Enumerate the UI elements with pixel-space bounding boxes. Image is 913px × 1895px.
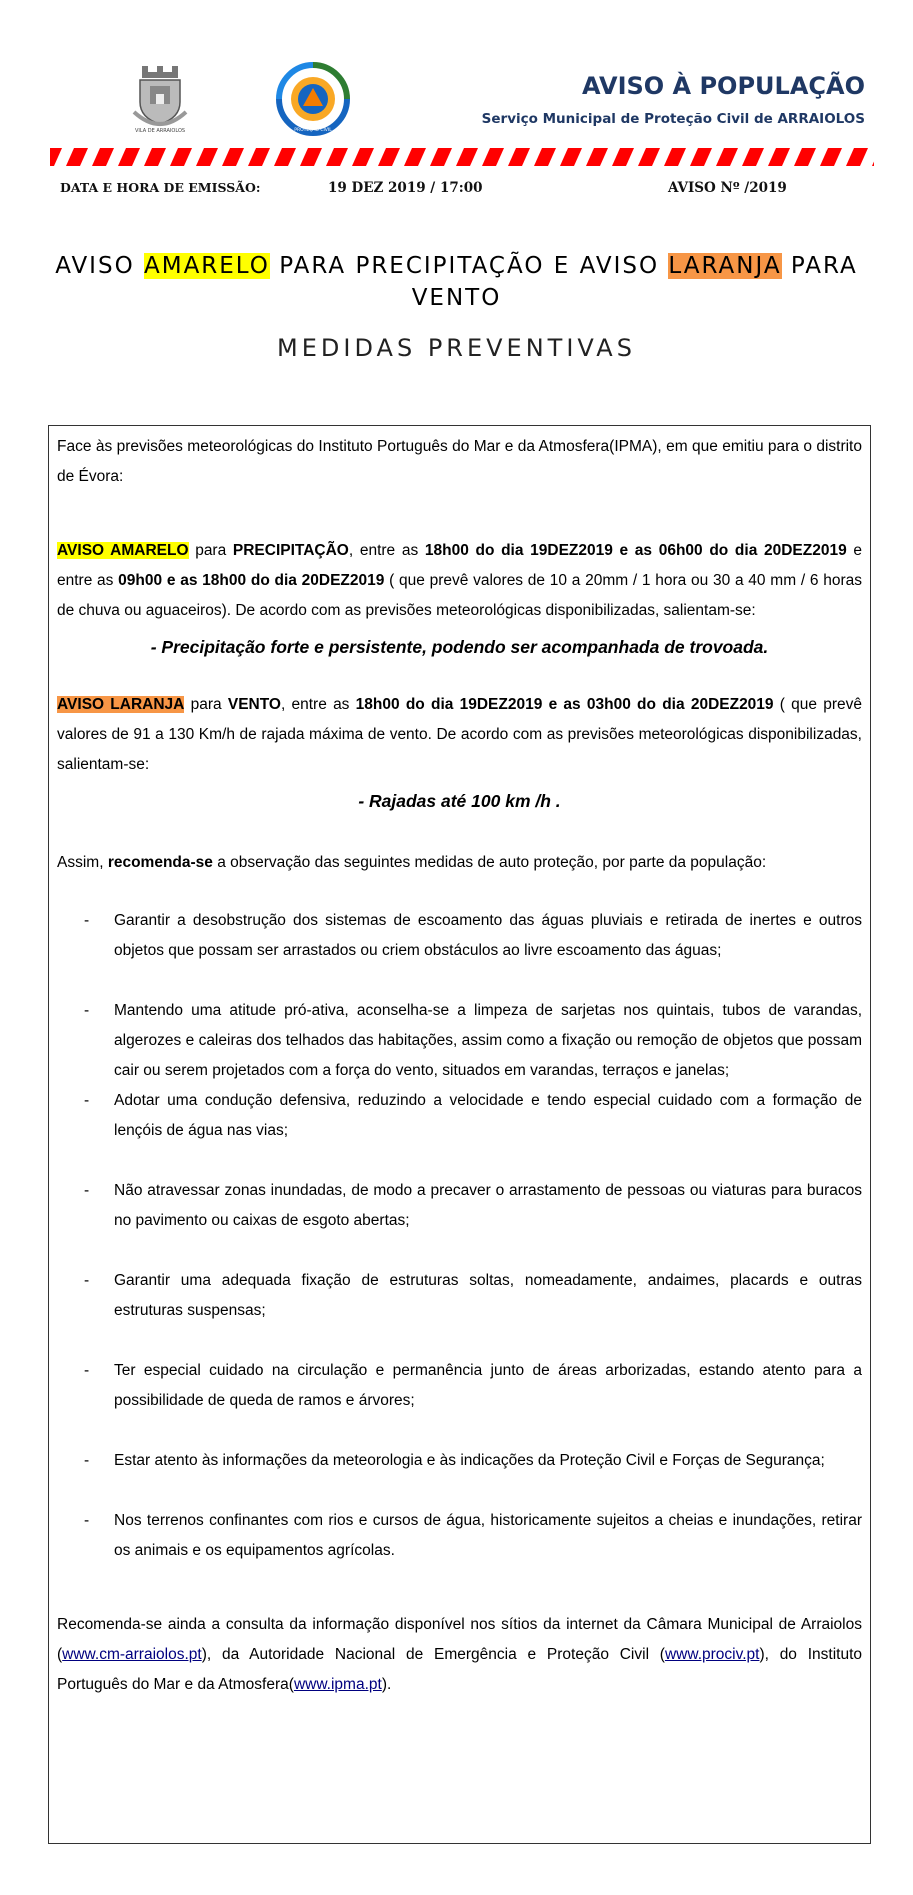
emission-label: DATA E HORA DE EMISSÃO: [60, 180, 261, 195]
recommend-paragraph: Assim, recomenda-se a observação das seguintes medidas de auto proteção, por parte da população: [57, 854, 767, 871]
yellow-warning-highlight: - Precipitação forte e persistente, podendo ser acompanhada de trovoada. [150, 637, 769, 657]
yellow-warning-tag: AVISO AMARELO [57, 542, 189, 559]
measures-list [57, 906, 862, 1566]
content-box [48, 425, 871, 1844]
warning-title [40, 250, 873, 314]
list-item: - Nos terrenos confinantes com rios e cursos de água, historicamente sujeitos a cheias e inundações, retirar os animais e os equipamentos agrícolas. [84, 1512, 862, 1559]
warning-stripe-divider [50, 148, 874, 166]
title-text: AVISO [55, 253, 144, 279]
orange-warning-tag: AVISO LARANJA [57, 696, 185, 713]
municipal-crest-icon [128, 62, 192, 134]
prociv-link[interactable]: www.prociv.pt [664, 1646, 760, 1663]
list-item: - Mantendo uma atitude pró-ativa, aconselha-se a limpeza de sarjetas nos quintais, tubos de varandas, algerozes e caleiras dos telhados das habitações, assim como a fixação ou remoção de objetos que possam cair ou serem projetados com a força do vento, situados em varandas, terraços e janelas; [84, 1002, 862, 1079]
closing-paragraph: Recomenda-se ainda a consulta da informação disponível nos sítios da internet da Câmara Municipal de Arraiolos (www.cm-arraiolos.pt), da Autoridade Nacional de Emergência e Proteção Civil (www.prociv.pt), do Instituto Português do Mar e da Atmosfera(www.ipma.pt). [57, 1616, 862, 1693]
intro-paragraph: Face às previsões meteorológicas do Instituto Português do Mar e da Atmosfera(IPMA), em que emitiu para o distrito de Évora: [57, 438, 862, 485]
cm-arraiolos-link[interactable]: www.cm-arraiolos.pt [62, 1646, 202, 1663]
page-title: AVISO À POPULAÇÃO [582, 72, 865, 100]
orange-warning-paragraph: AVISO LARANJA para VENTO, entre as 18h00 do dia 19DEZ2019 e as 03h00 do dia 20DEZ2019 ( que prevê valores de 91 a 130 Km/h de rajada máxima de vento. De acordo com as previsões meteorológicas disponibilizadas, salientam-se: [57, 696, 863, 773]
civil-protection-emblem-icon [276, 62, 350, 136]
orange-warning-highlight: - Rajadas até 100 km /h . [358, 791, 561, 811]
yellow-warning-paragraph: AVISO AMARELO para PRECIPITAÇÃO, entre as 18h00 do dia 19DEZ2019 e as 06h00 do dia 20DEZ2019 e entre as 09h00 e as 18h00 do dia 20DEZ2019 ( que prevê valores de 10 a 20mm / 1 hora ou 30 a 40 mm / 6 horas de chuva ou aguaceiros). De acordo com as previsões meteorológicas disponibilizadas, salientam-se: [57, 542, 863, 619]
crest-caption: VILA DE ARRAIOLOS [134, 128, 186, 134]
title-text: PARA VENTO [411, 253, 858, 311]
page-subtitle: Serviço Municipal de Proteção Civil de ARRAIOLOS [481, 111, 865, 127]
list-item: - Ter especial cuidado na circulação e permanência junto de áreas arborizadas, estando atento para a possibilidade de queda de ramos e árvores; [84, 1362, 862, 1409]
emission-value: 19 DEZ 2019 / 17:00 [328, 180, 483, 196]
list-item: - Estar atento às informações da meteorologia e às indicações da Proteção Civil e Forças de Segurança; [84, 1452, 825, 1469]
list-item: - Não atravessar zonas inundadas, de modo a precaver o arrastamento de pessoas ou viaturas para buracos no pavimento ou caixas de esgoto abertas; [84, 1182, 862, 1229]
pc-logo-text: PROTEÇÃO CIVIL [294, 128, 332, 133]
list-item: - Garantir uma adequada fixação de estruturas soltas, nomeadamente, andaimes, placards e outras estruturas suspensas; [84, 1272, 862, 1319]
measures-heading: MEDIDAS PREVENTIVAS [277, 334, 636, 362]
aviso-number: AVISO Nº /2019 [668, 180, 787, 196]
yellow-highlight: AMARELO [143, 253, 270, 279]
list-item: - Garantir a desobstrução dos sistemas de escoamento das águas pluviais e retirada de inertes e outros objetos que possam ser arrastados ou criem obstáculos ao livre escoamento das águas; [84, 912, 862, 959]
ipma-link[interactable]: www.ipma.pt [293, 1676, 382, 1693]
title-text: PARA PRECIPITAÇÃO E AVISO [269, 253, 669, 279]
orange-highlight: LARANJA [668, 253, 782, 279]
list-item: - Adotar uma condução defensiva, reduzindo a velocidade e tendo especial cuidado com a formação de lençóis de água nas vias; [84, 1092, 862, 1139]
